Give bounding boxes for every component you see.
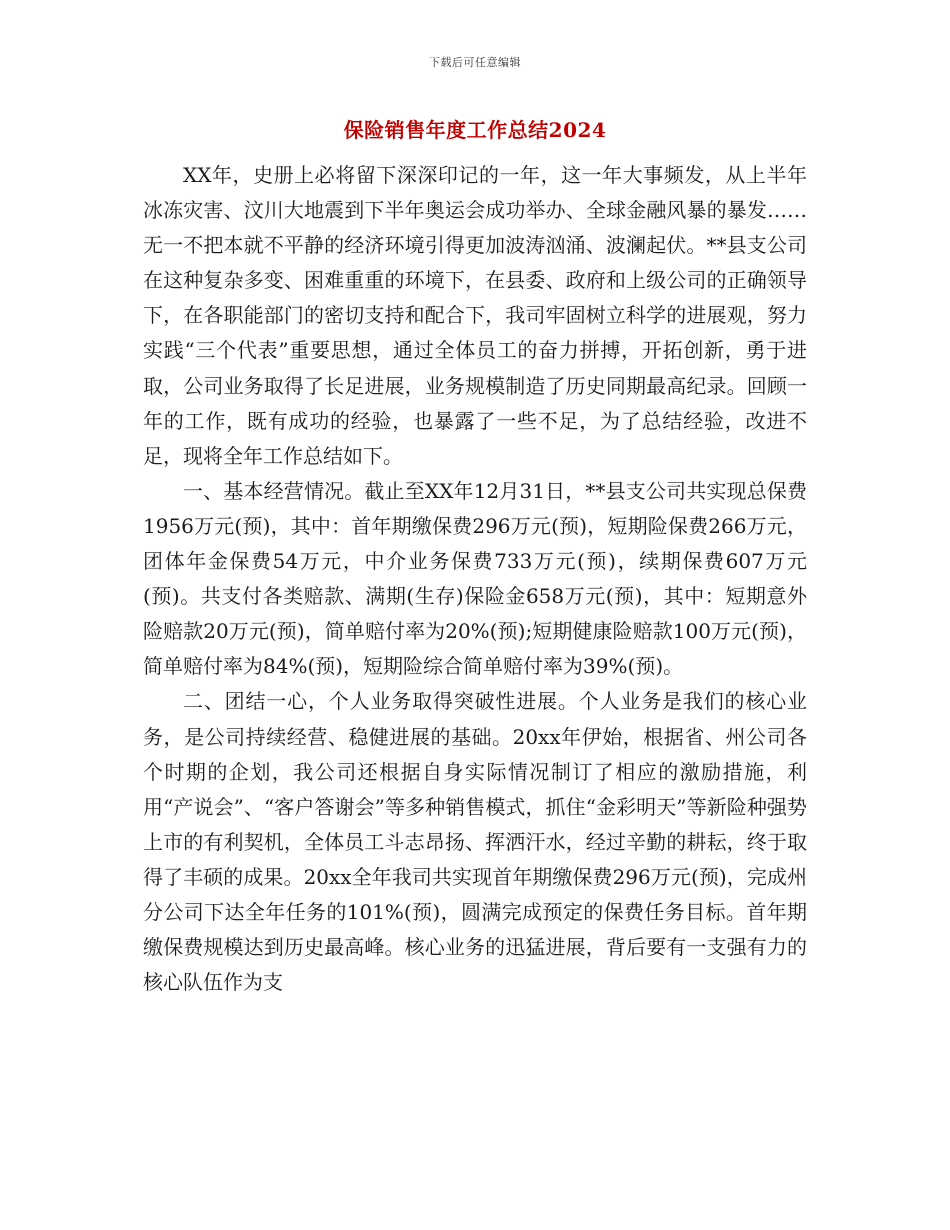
paragraph-basic-operations: 一、基本经营情况。截止至XX年12月31日，**县支公司共实现总保费1956万元(预)，其中：首年期缴保费296万元(预)，短期险保费266万元，团体年金保费54万元，中介业务保费733万元(预)，续期保费607万元(预)。共支付各类赔款、满期(生存)保险金658万元(预)，其中：短期意外险赔款20万元(预)，简单赔付率为20%(预);短期健康险赔款100万元(预)，简单赔付率为84%(预)，短期险综合简单赔付率为39%(预)。 <box>143 478 807 679</box>
paragraph-personal-business: 二、团结一心，个人业务取得突破性进展。个人业务是我们的核心业务，是公司持续经营、稳健进展的基础。20xx年伊始，根据省、州公司各个时期的企划，我公司还根据自身实际情况制订了相应的激励措施，利用“产说会”、“客户答谢会”等多种销售模式，抓住“金彩明天”等新险种强势上市的有利契机，全体员工斗志昂扬、挥洒汗水，经过辛勤的耕耘，终于取得了丰硕的成果。20xx全年我司共实现首年期缴保费296万元(预)，完成州分公司下达全年任务的101%(预)，圆满完成预定的保费任务目标。首年期缴保费规模达到历史最高峰。核心业务的迅猛进展，背后要有一支强有力的核心队伍作为支 <box>143 689 807 995</box>
paragraph-intro: XX年，史册上必将留下深深印记的一年，这一年大事频发，从上半年冰冻灾害、汶川大地震到下半年奥运会成功举办、全球金融风暴的暴发……无一不把本就不平静的经济环境引得更加波涛汹涌、波澜起伏。**县支公司在这种复杂多变、困难重重的环境下，在县委、政府和上级公司的正确领导下，在各职能部门的密切支持和配合下，我司牢固树立科学的进展观，努力实践“三个代表”重要思想，通过全体员工的奋力拼搏，开拓创新，勇于进取，公司业务取得了长足进展，业务规模制造了历史同期最高纪录。回顾一年的工作，既有成功的经验，也暴露了一些不足，为了总结经验，改进不足，现将全年工作总结如下。 <box>143 163 807 468</box>
page-header: 下载后可任意编辑 <box>429 56 521 69</box>
document-body <box>143 158 807 1000</box>
document-title: 保险销售年度工作总结2024 <box>343 118 607 142</box>
